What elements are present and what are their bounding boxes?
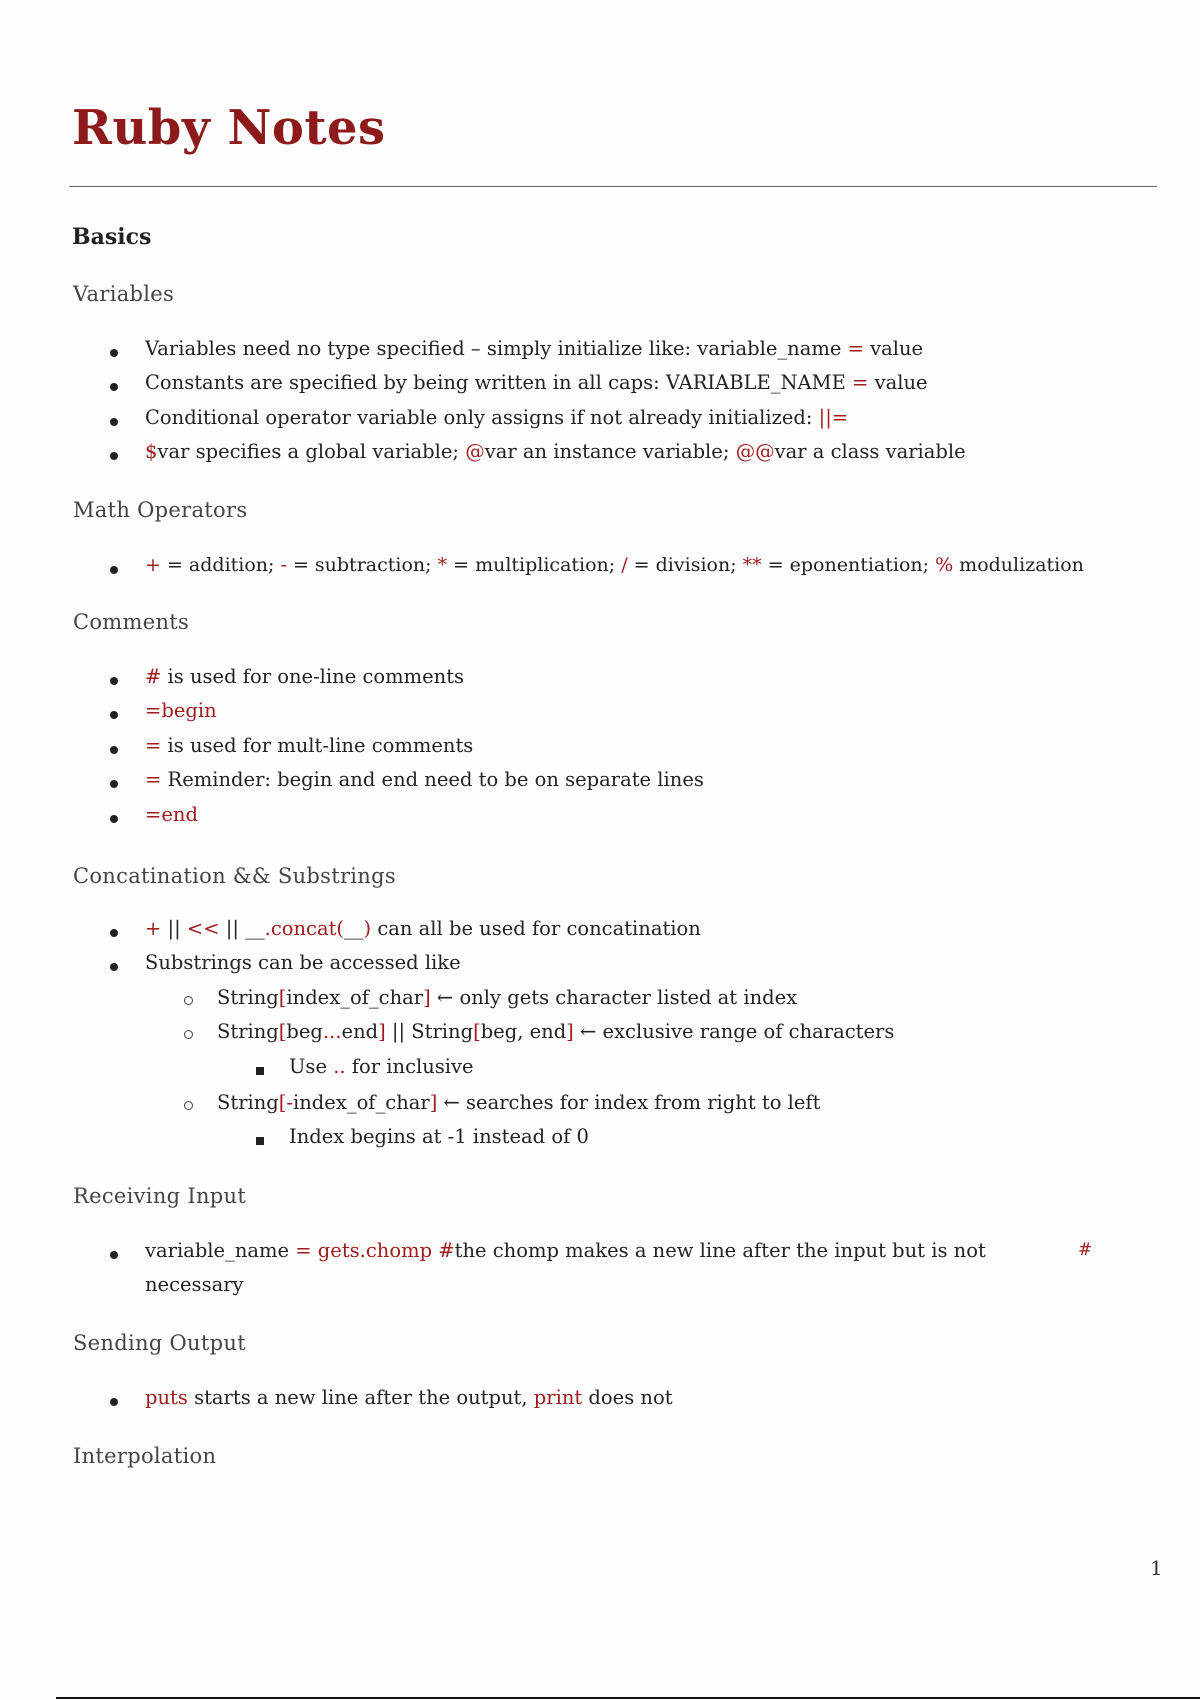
bullet-icon (110, 677, 118, 685)
bullet-icon (110, 349, 118, 357)
list-item: puts starts a new line after the output, print does not (145, 1386, 673, 1409)
list-item: String[index_of_char] ← only gets character listed at index (217, 986, 798, 1009)
bullet-icon (110, 383, 118, 391)
list-item: + = addition; - = subtraction; * = multiplication; / = division; ** = eponentiation; % modulization (145, 554, 1084, 576)
circle-bullet-icon (184, 996, 193, 1005)
list-item: Variables need no type specified – simply initialize like: variable_name = value (145, 337, 924, 360)
list-item-continuation: necessary (145, 1273, 244, 1296)
doc-title: Ruby Notes (72, 100, 386, 156)
trailing-hash: # (1078, 1240, 1093, 1260)
bullet-icon (110, 1398, 118, 1406)
bullet-icon (110, 963, 118, 971)
list-item: $var specifies a global variable; @var an instance variable; @@var a class variable (145, 440, 966, 463)
bullet-icon (110, 815, 118, 823)
bullet-icon (110, 929, 118, 937)
heading-variables: Variables (73, 282, 175, 306)
bullet-icon (110, 1251, 118, 1259)
list-item: Substrings can be accessed like (145, 951, 461, 974)
circle-bullet-icon (184, 1030, 193, 1039)
list-item: =end (145, 803, 198, 826)
square-bullet-icon (256, 1067, 264, 1075)
list-item: Use .. for inclusive (289, 1055, 474, 1078)
heading-sending-output: Sending Output (73, 1331, 246, 1355)
heading-math-operators: Math Operators (73, 498, 248, 522)
list-item: # is used for one-line comments (145, 665, 465, 688)
page-number: 1 (1150, 1556, 1163, 1580)
list-item: String[-index_of_char] ← searches for index from right to left (217, 1091, 821, 1114)
bullet-icon (110, 746, 118, 754)
heading-interpolation: Interpolation (73, 1444, 217, 1468)
list-item: Conditional operator variable only assigns if not already initialized: ||= (145, 406, 849, 429)
list-item: Index begins at -1 instead of 0 (289, 1125, 589, 1148)
footer-rule (56, 1697, 1200, 1699)
square-bullet-icon (256, 1137, 264, 1145)
heading-comments: Comments (73, 610, 190, 634)
heading-receiving-input: Receiving Input (73, 1184, 247, 1208)
bullet-icon (110, 780, 118, 788)
list-item: String[beg...end] || String[beg, end] ← exclusive range of characters (217, 1020, 895, 1043)
list-item: = is used for mult-line comments (145, 734, 474, 757)
bullet-icon (110, 711, 118, 719)
title-rule (69, 186, 1157, 187)
list-item: Constants are specified by being written in all caps: VARIABLE_NAME = value (145, 371, 928, 394)
list-item: =begin (145, 699, 217, 722)
list-item: variable_name = gets.chomp #the chomp makes a new line after the input but is not (145, 1239, 986, 1262)
bullet-icon (110, 452, 118, 460)
heading-basics: Basics (72, 224, 152, 250)
circle-bullet-icon (184, 1101, 193, 1110)
bullet-icon (110, 418, 118, 426)
list-item: + || << || __.concat(__) can all be used for concatination (145, 917, 701, 940)
heading-concatination: Concatination && Substrings (73, 864, 396, 888)
bullet-icon (110, 566, 118, 574)
list-item: = Reminder: begin and end need to be on separate lines (145, 768, 704, 791)
